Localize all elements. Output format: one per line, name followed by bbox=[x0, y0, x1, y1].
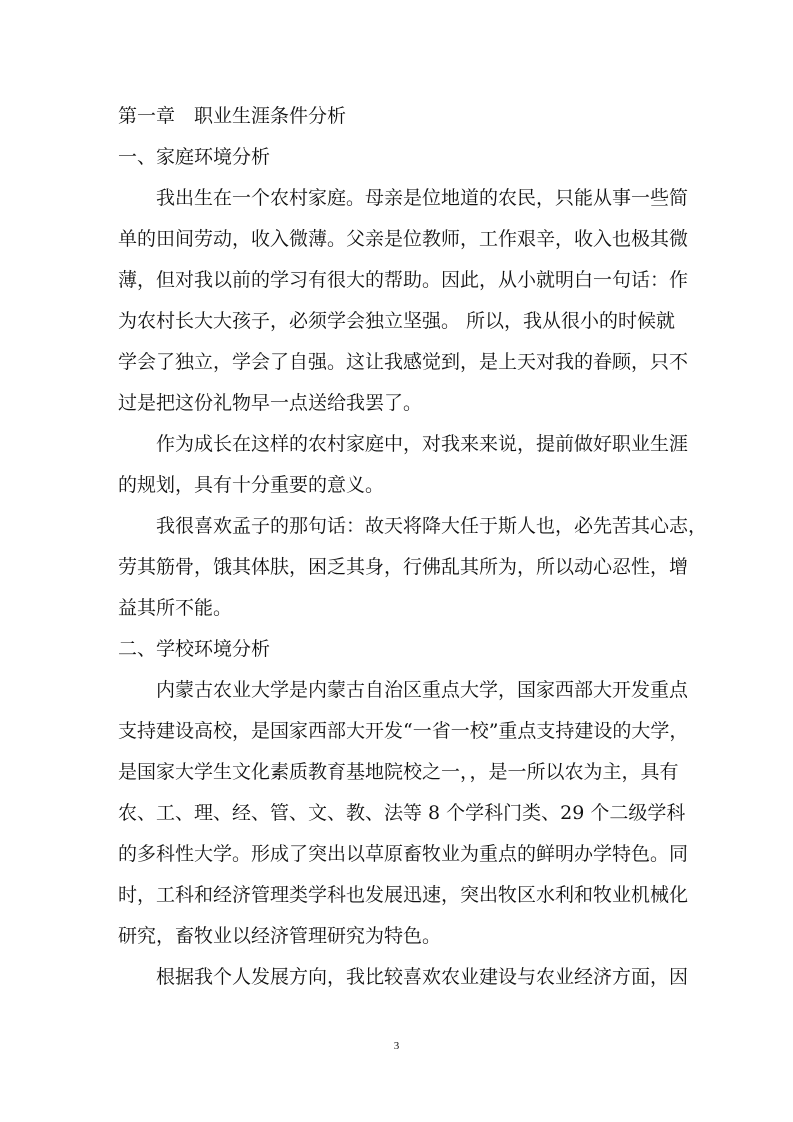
text-line: 内蒙古农业大学是内蒙古自治区重点大学，国家西部大开发重点 bbox=[156, 679, 689, 701]
text-line: 我出生在一个农村家庭。母亲是位地道的农民，只能从事一些简 bbox=[156, 187, 689, 209]
page-number: 3 bbox=[393, 1040, 400, 1052]
chapter-title: 第一章 职业生涯条件分析 bbox=[118, 105, 347, 127]
text-line: 作为成长在这样的农村家庭中，对我来来说，提前做好职业生涯 bbox=[156, 433, 689, 455]
text-line: 我很喜欢孟子的那句话：故天将降大任于斯人也，必先苦其心志， bbox=[156, 515, 708, 537]
text-line: 支持建设高校，是国家西部大开发“一省一校”重点支持建设的大学， bbox=[118, 720, 689, 742]
paragraph-mencius-quote bbox=[118, 506, 708, 629]
paragraph-university bbox=[118, 670, 689, 957]
text-line: 时，工科和经济管理类学科也发展迅速，突出牧区水利和牧业机械化 bbox=[118, 884, 689, 906]
section-heading-family: 一、家庭环境分析 bbox=[118, 146, 271, 168]
text-line: 根据我个人发展方向，我比较喜欢农业建设与农业经济方面，因 bbox=[156, 966, 689, 988]
text-line: 的规划，具有十分重要的意义。 bbox=[118, 474, 385, 496]
paragraph-personal-direction bbox=[118, 957, 689, 998]
text-line: 学会了独立，学会了自强。这让我感觉到，是上天对我的眷顾，只不 bbox=[118, 351, 689, 373]
text-line: 过是把这份礼物早一点送给我罢了。 bbox=[118, 392, 423, 414]
paragraph-family-background bbox=[118, 178, 689, 424]
text-line: 为农村长大大孩子，必须学会独立坚强。 所以，我从很小的时候就 bbox=[118, 310, 676, 332]
paragraph-career-planning bbox=[118, 424, 689, 506]
text-line: 研究，畜牧业以经济管理研究为特色。 bbox=[118, 925, 442, 947]
section-heading-school: 二、学校环境分析 bbox=[118, 638, 271, 660]
text-line: 益其所不能。 bbox=[118, 597, 233, 619]
text-line: 的多科性大学。形成了突出以草原畜牧业为重点的鲜明办学特色。同 bbox=[118, 843, 689, 865]
text-line: 农、工、理、经、管、文、教、法等 8 个学科门类、29 个二级学科 bbox=[118, 802, 686, 824]
text-line: 劳其筋骨，饿其体肤，困乏其身，行佛乱其所为，所以动心忍性，增 bbox=[118, 556, 689, 578]
document-body bbox=[118, 96, 708, 998]
text-line: 单的田间劳动，收入微薄。父亲是位教师，工作艰辛，收入也极其微 bbox=[118, 228, 689, 250]
text-line: 是国家大学生文化素质教育基地院校之一，，是一所以农为主，具有 bbox=[118, 761, 679, 783]
text-line: 薄，但对我以前的学习有很大的帮助。因此，从小就明白一句话：作 bbox=[118, 269, 689, 291]
